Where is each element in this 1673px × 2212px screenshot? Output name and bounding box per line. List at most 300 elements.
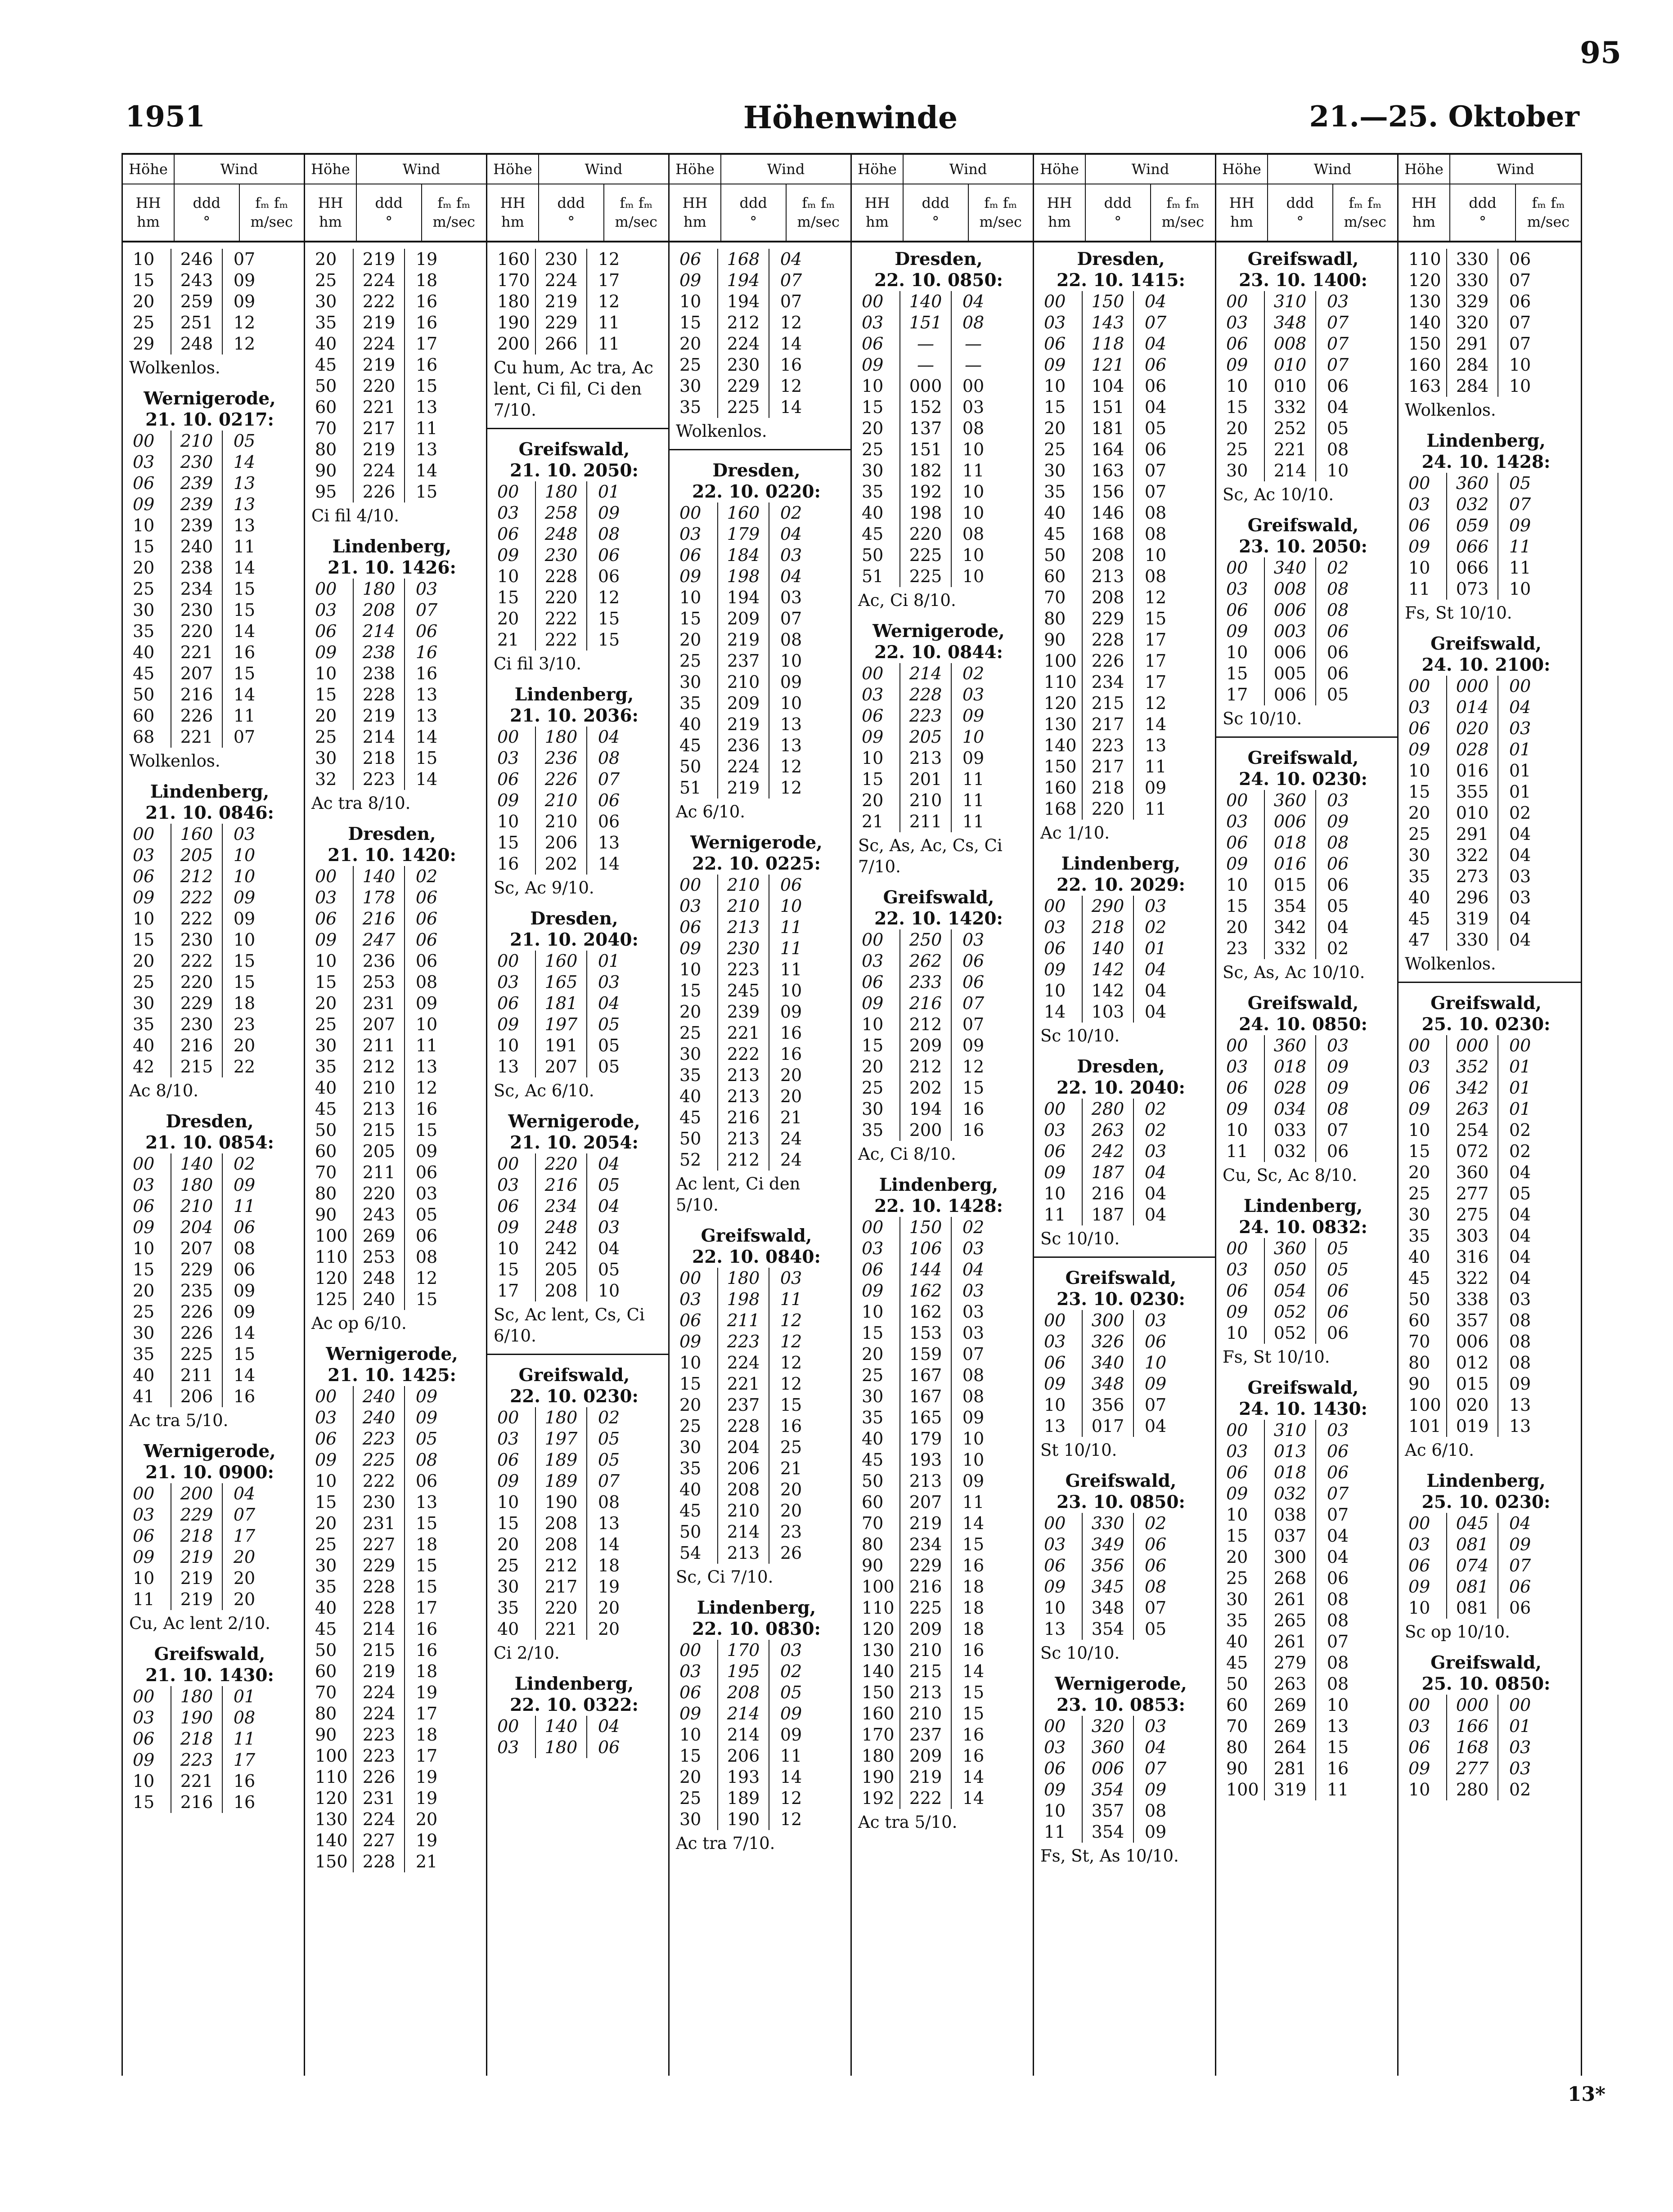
table-row	[1223, 1568, 1393, 1589]
table-row	[311, 1640, 481, 1661]
speed-cell: 09	[415, 1386, 438, 1406]
table-row	[311, 1619, 481, 1640]
height-cell: 30	[315, 1556, 337, 1575]
direction-cell: 208	[717, 1682, 769, 1703]
speed-cell: 16	[962, 1099, 985, 1119]
table-row	[129, 951, 299, 972]
height-cell: 40	[497, 1619, 519, 1639]
cloud-note: Sc 10/10.	[1040, 1026, 1120, 1045]
speed-cell: 04	[598, 1196, 620, 1216]
speed-cell: 13	[233, 494, 256, 514]
table-row	[1040, 1162, 1210, 1183]
table-row	[494, 1035, 664, 1056]
table-row	[129, 1386, 299, 1407]
station-heading	[494, 1111, 664, 1153]
observation-time: 25. 10. 0230:	[1421, 1014, 1551, 1035]
direction-cell: 140	[353, 866, 405, 887]
speed-cell: 13	[415, 1057, 438, 1077]
height-cell: 00	[862, 664, 884, 683]
direction-cell: 180	[535, 1407, 587, 1428]
speed-cell: 06	[962, 972, 985, 992]
speed-cell: 10	[233, 866, 256, 886]
direction-cell: 319	[1446, 908, 1498, 929]
table-row	[311, 663, 481, 684]
height-cell: 20	[133, 558, 155, 578]
speed-cell: 15	[962, 1534, 985, 1554]
direction-cell: 222	[171, 887, 223, 908]
speed-cell: 07	[1144, 313, 1167, 332]
column-header	[1399, 155, 1581, 242]
speed-cell: 01	[1509, 1716, 1531, 1736]
table-row	[858, 1386, 1028, 1407]
table-row	[676, 1044, 846, 1065]
height-cell: 30	[679, 672, 702, 692]
station-heading	[1223, 249, 1393, 291]
table-row	[676, 1767, 846, 1788]
table-row	[1223, 1504, 1393, 1526]
speed-cell: 08	[1144, 1577, 1167, 1597]
speed-cell: 16	[233, 1792, 256, 1812]
direction-cell: 220	[353, 1183, 405, 1204]
header-msec: m/sec	[1527, 213, 1570, 230]
speed-cell: 10	[1144, 545, 1167, 565]
speed-cell: 00	[1509, 676, 1531, 696]
observation-time: 25. 10. 0230:	[1421, 1492, 1551, 1512]
speed-cell: —	[965, 334, 982, 354]
direction-cell: 231	[353, 993, 405, 1014]
height-cell: 10	[1226, 1505, 1248, 1525]
height-cell: 40	[679, 1086, 702, 1106]
height-cell: 09	[862, 727, 884, 747]
speed-cell: 14	[415, 461, 438, 480]
table-row	[494, 503, 664, 524]
header-hoehe: Höhe	[1034, 155, 1085, 184]
height-cell: 10	[133, 1771, 155, 1791]
table-row	[129, 1196, 299, 1217]
speed-cell: 11	[962, 1492, 985, 1512]
table-row	[1223, 1259, 1393, 1280]
table-row	[858, 972, 1028, 993]
table-row	[1040, 1310, 1210, 1331]
height-cell: 03	[497, 1737, 519, 1757]
height-cell: 00	[497, 951, 519, 971]
speed-cell: 03	[415, 1184, 438, 1203]
table-row	[311, 354, 481, 376]
direction-cell: 182	[899, 460, 952, 481]
cloud-note: Sc, Ac 9/10.	[494, 878, 594, 897]
cloud-note: Ac tra 5/10.	[858, 1813, 958, 1832]
speed-cell: 06	[1144, 1332, 1167, 1351]
speed-cell: 05	[415, 1205, 438, 1225]
direction-cell: 263	[1446, 1099, 1498, 1120]
direction-cell: 212	[717, 312, 769, 333]
height-cell: 15	[315, 685, 337, 704]
signature-mark: 13*	[1567, 2083, 1606, 2106]
direction-cell: 226	[353, 481, 405, 503]
height-cell: 40	[679, 1480, 702, 1499]
speed-cell: 09	[598, 503, 620, 523]
direction-cell: 191	[535, 1035, 587, 1056]
direction-cell: 162	[899, 1280, 952, 1301]
table-row	[129, 1526, 299, 1547]
direction-cell: 038	[1264, 1504, 1316, 1526]
direction-cell: 222	[717, 1044, 769, 1065]
table-row	[311, 929, 481, 951]
table-row	[129, 663, 299, 684]
direction-cell: 340	[1264, 557, 1316, 579]
speed-cell: 08	[233, 1238, 256, 1258]
wind-table	[121, 153, 1582, 2076]
station-name: Greifswald,	[883, 887, 994, 908]
speed-cell: 18	[962, 1598, 985, 1618]
table-row	[494, 832, 664, 853]
direction-cell: 354	[1082, 1619, 1134, 1640]
direction-cell: 223	[899, 705, 952, 727]
direction-cell: 006	[1264, 642, 1316, 663]
table-row	[129, 473, 299, 494]
table-row	[311, 1492, 481, 1513]
direction-cell: 000	[1446, 1695, 1498, 1716]
speed-cell: 20	[780, 1501, 802, 1521]
station-heading	[129, 1441, 299, 1483]
direction-cell: 280	[1082, 1099, 1134, 1120]
direction-cell: 226	[353, 1767, 405, 1788]
speed-cell: 12	[1144, 588, 1167, 607]
direction-cell: 234	[171, 579, 223, 600]
table-row	[676, 1745, 846, 1767]
direction-cell: 213	[353, 1099, 405, 1120]
direction-cell: 032	[1264, 1141, 1316, 1162]
height-cell: 00	[315, 866, 337, 886]
direction-cell: 054	[1264, 1280, 1316, 1301]
height-cell: 30	[1044, 461, 1066, 480]
direction-cell: 032	[1264, 1483, 1316, 1504]
direction-cell: 168	[1446, 1737, 1498, 1758]
direction-cell: 207	[171, 1238, 223, 1259]
height-cell: 80	[315, 1704, 337, 1723]
table-row	[494, 545, 664, 566]
speed-cell: 12	[780, 1332, 802, 1351]
direction-cell: 360	[1082, 1737, 1134, 1758]
speed-cell: 16	[415, 664, 438, 683]
speed-cell: 03	[1144, 1141, 1167, 1161]
table-row	[311, 727, 481, 748]
direction-cell: 264	[1264, 1737, 1316, 1758]
height-cell: 06	[133, 1526, 155, 1546]
table-row	[494, 811, 664, 832]
speed-cell: 06	[1144, 440, 1167, 459]
speed-cell: 06	[1509, 1598, 1531, 1618]
station-name: Dresden,	[166, 1111, 254, 1132]
height-cell: 100	[862, 1577, 895, 1597]
table-row	[129, 1217, 299, 1238]
direction-cell: 210	[171, 1196, 223, 1217]
table-row	[1040, 545, 1210, 566]
speed-cell: 09	[1327, 1057, 1349, 1077]
height-cell: 25	[1226, 440, 1248, 459]
speed-cell: 16	[962, 1120, 985, 1140]
height-cell: 95	[315, 482, 337, 502]
column-body	[487, 242, 668, 1758]
height-cell: 15	[133, 930, 155, 950]
direction-cell: 066	[1446, 557, 1498, 579]
direction-cell: 205	[171, 845, 223, 866]
table-row	[1405, 866, 1576, 887]
height-cell: 06	[679, 917, 702, 937]
direction-cell: 228	[535, 566, 587, 587]
height-cell: 00	[1226, 292, 1248, 311]
height-cell: 20	[862, 1057, 884, 1077]
direction-cell: 215	[353, 1120, 405, 1141]
table-row	[1223, 1301, 1393, 1323]
direction-cell: —	[899, 333, 952, 354]
height-cell: 00	[1044, 292, 1066, 311]
speed-cell: 04	[1144, 1416, 1167, 1436]
height-cell: 150	[315, 1852, 348, 1871]
table-row	[1405, 1695, 1576, 1716]
direction-cell: 224	[353, 333, 405, 354]
height-cell: 03	[679, 524, 702, 544]
direction-cell: 000	[1446, 1035, 1498, 1056]
table-row	[311, 481, 481, 503]
height-cell: 40	[315, 1598, 337, 1618]
direction-cell: 218	[171, 1728, 223, 1750]
height-cell: 140	[862, 1661, 895, 1681]
height-cell: 03	[679, 896, 702, 916]
speed-cell: 06	[1327, 854, 1349, 874]
speed-cell: 09	[233, 888, 256, 907]
table-row	[676, 756, 846, 777]
height-cell: 06	[1044, 938, 1066, 958]
table-row	[1405, 557, 1576, 579]
speed-cell: 11	[233, 1196, 256, 1216]
table-row	[1040, 938, 1210, 959]
height-cell: 09	[1044, 1780, 1066, 1799]
direction-cell: 207	[535, 1056, 587, 1077]
speed-cell: 04	[1509, 1226, 1531, 1246]
header-ddd: ddd	[739, 194, 767, 211]
height-cell: 45	[862, 524, 884, 544]
direction-cell: 240	[353, 1386, 405, 1407]
speed-cell: 01	[1509, 740, 1531, 759]
direction-cell: 121	[1082, 354, 1134, 376]
direction-cell: 221	[1264, 439, 1316, 460]
speed-cell: 17	[233, 1526, 256, 1546]
height-cell: 06	[315, 1429, 337, 1449]
table-row	[676, 1289, 846, 1310]
speed-cell: 10	[962, 503, 985, 523]
table-row	[1405, 333, 1576, 354]
table-row	[494, 333, 664, 354]
height-cell: 25	[862, 440, 884, 459]
direction-cell: 226	[1082, 651, 1134, 672]
direction-cell: 254	[1446, 1120, 1498, 1141]
speed-cell: 14	[780, 334, 802, 354]
height-cell: 50	[133, 685, 155, 704]
direction-cell: 279	[1264, 1652, 1316, 1674]
speed-cell: 06	[962, 951, 985, 971]
direction-cell: 217	[353, 418, 405, 439]
table-row	[676, 1149, 846, 1171]
table-row	[494, 1555, 664, 1576]
direction-cell: 014	[1446, 697, 1498, 718]
height-cell: 110	[1044, 672, 1077, 692]
speed-cell: 03	[962, 685, 985, 704]
direction-cell: 216	[717, 1107, 769, 1128]
direction-cell: 248	[171, 333, 223, 354]
speed-cell: 06	[1509, 292, 1531, 311]
height-cell: 09	[1044, 1162, 1066, 1182]
height-cell: 00	[497, 482, 519, 502]
table-row	[676, 249, 846, 270]
height-cell: 40	[133, 1036, 155, 1055]
speed-cell: 03	[1144, 1716, 1167, 1736]
direction-cell: 210	[535, 790, 587, 811]
speed-cell: 12	[780, 1788, 802, 1808]
direction-cell: 354	[1082, 1779, 1134, 1800]
height-cell: 03	[1408, 494, 1430, 514]
direction-cell: 240	[353, 1407, 405, 1428]
observation-time: 22. 10. 2040:	[1057, 1077, 1185, 1098]
table-row	[858, 1259, 1028, 1280]
height-cell: 00	[1044, 1310, 1066, 1330]
table-row	[129, 1686, 299, 1707]
speed-cell: 12	[598, 249, 620, 269]
direction-cell: 180	[171, 1175, 223, 1196]
direction-cell: 198	[899, 503, 952, 524]
direction-cell: 152	[899, 397, 952, 418]
table-row	[1040, 1183, 1210, 1204]
cloud-note: Sc 10/10.	[1040, 1643, 1120, 1663]
height-cell: 10	[1226, 642, 1248, 662]
height-cell: 03	[679, 1661, 702, 1681]
direction-cell: 242	[1082, 1141, 1134, 1162]
direction-cell: 330	[1446, 270, 1498, 291]
speed-cell: 02	[780, 503, 802, 523]
height-cell: 15	[497, 833, 519, 852]
speed-cell: 16	[962, 1725, 985, 1745]
speed-cell: 07	[1327, 334, 1349, 354]
table-row	[1040, 693, 1210, 714]
height-cell: 03	[1226, 812, 1248, 831]
direction-cell: 081	[1446, 1597, 1498, 1619]
height-cell: 35	[133, 621, 155, 641]
cloud-note: Ac lent, Ci den 5/10.	[676, 1174, 801, 1215]
station-heading	[676, 1597, 846, 1640]
direction-cell: 218	[353, 748, 405, 769]
table-row	[311, 376, 481, 397]
height-cell: 00	[679, 1268, 702, 1288]
table-row	[129, 333, 299, 354]
direction-cell: 269	[353, 1225, 405, 1247]
observation-time: 24. 10. 0832:	[1239, 1217, 1367, 1238]
speed-cell: 01	[1144, 938, 1167, 958]
speed-cell: 04	[962, 1260, 985, 1279]
direction-cell: 230	[717, 938, 769, 959]
direction-cell: 234	[535, 1196, 587, 1217]
direction-cell: 201	[899, 769, 952, 790]
column-header	[670, 155, 850, 242]
table-row	[858, 1471, 1028, 1492]
header-ddd: ddd	[1469, 194, 1497, 211]
direction-cell: 230	[171, 929, 223, 951]
speed-cell: 17	[415, 1746, 438, 1766]
height-cell: 40	[315, 334, 337, 354]
table-row	[1223, 811, 1393, 832]
table-row	[1223, 1483, 1393, 1504]
table-row	[311, 1851, 481, 1872]
station-heading	[1040, 1056, 1210, 1099]
speed-cell: 09	[1327, 812, 1349, 831]
height-cell: 10	[1226, 1323, 1248, 1343]
height-cell: 80	[315, 1184, 337, 1203]
station-heading	[1040, 1268, 1210, 1310]
table-row	[311, 1247, 481, 1268]
speed-cell: 07	[1327, 1120, 1349, 1140]
direction-cell: 018	[1264, 1056, 1316, 1077]
direction-cell: 195	[717, 1661, 769, 1682]
table-row	[676, 672, 846, 693]
speed-cell: 15	[415, 1120, 438, 1140]
table-row	[858, 333, 1028, 354]
height-cell: 40	[1408, 1247, 1430, 1267]
direction-cell: 216	[1082, 1183, 1134, 1204]
speed-cell: 09	[233, 1175, 256, 1195]
table-row	[676, 1661, 846, 1682]
height-cell: 03	[133, 845, 155, 865]
height-cell: 15	[497, 588, 519, 607]
height-cell: 03	[1226, 313, 1248, 332]
table-row	[494, 853, 664, 875]
speed-cell: 10	[415, 1014, 438, 1034]
observation-time: 24. 10. 0850:	[1239, 1014, 1367, 1035]
speed-cell: 06	[415, 951, 438, 971]
observation-time: 21. 10. 2040:	[510, 929, 639, 950]
speed-cell: 04	[1509, 697, 1531, 717]
header-hm: hm	[319, 213, 342, 230]
height-cell: 00	[1408, 1513, 1430, 1533]
speed-cell: 06	[415, 621, 438, 641]
direction-cell: 200	[171, 1483, 223, 1504]
speed-cell: 09	[962, 1471, 985, 1491]
direction-cell: 236	[353, 951, 405, 972]
direction-cell: 210	[171, 431, 223, 452]
observation-time: 22. 10. 0840:	[692, 1247, 821, 1267]
speed-cell: 06	[415, 1226, 438, 1246]
header-degree: °	[750, 213, 757, 230]
height-cell: 30	[133, 1323, 155, 1343]
height-cell: 03	[1044, 313, 1066, 332]
table-row	[1040, 1513, 1210, 1534]
direction-cell: 230	[171, 1014, 223, 1035]
height-cell: 30	[862, 461, 884, 480]
direction-cell: 320	[1082, 1716, 1134, 1737]
table-column	[1399, 155, 1581, 2076]
table-row	[311, 621, 481, 642]
table-row	[494, 1449, 664, 1471]
table-row	[676, 938, 846, 959]
table-row	[129, 1365, 299, 1386]
speed-cell: 02	[1144, 1099, 1167, 1119]
height-cell: 09	[1408, 740, 1430, 759]
speed-cell: 15	[233, 579, 256, 599]
speed-cell: 16	[962, 1746, 985, 1766]
direction-cell: 342	[1446, 1077, 1498, 1099]
speed-cell: 11	[780, 917, 802, 937]
table-row	[1223, 397, 1393, 418]
height-cell: 03	[497, 1175, 519, 1195]
height-cell: 10	[133, 516, 155, 535]
